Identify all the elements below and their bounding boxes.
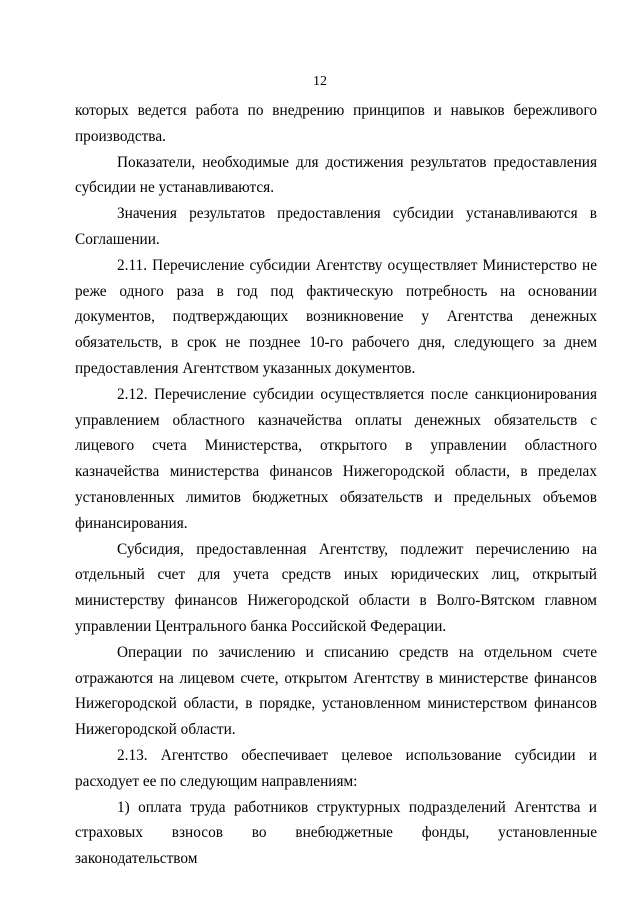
paragraph-account-operations: Операции по зачислению и списанию средств на отдельном счете отражаются на лицевом счете, открытом Агентству в министерстве финансов Нижегородской области, в порядке, установленном министерством финансов Нижегородской области.	[75, 643, 597, 739]
paragraph-subsidy-transfer: Субсидия, предоставленная Агентству, подлежит перечислению на отдельный счет для учета средств иных юридических лиц, открытый министерству финансов Нижегородской области в Волго-Вятском главном управлении Центрального банка Российской Федерации.	[75, 540, 597, 635]
paragraph-item-1: 1) оплата труда работников структурных подразделений Агентства и страховых взносов во внебюджетные фонды, установленные законодательством	[75, 798, 597, 868]
document-body	[75, 98, 597, 872]
paragraph-continuation: которых ведется работа по внедрению принципов и навыков бережливого производства.	[75, 102, 597, 145]
paragraph-indicators: Показатели, необходимые для достижения результатов предоставления субсидии не устанавливаются.	[75, 153, 597, 197]
paragraph-2-12: 2.12. Перечисление субсидии осуществляется после санкционирования управлением областного казначейства оплаты денежных обязательств с лицевого счета Министерства, открытого в управлении областного казначейства министерства финансов Нижегородской области, в пределах установленных лимитов бюджетных обязательств и предельных объемов финансирования.	[75, 385, 597, 532]
page-number: 12	[313, 74, 327, 89]
paragraph-2-13: 2.13. Агентство обеспечивает целевое использование субсидии и расходует ее по следующим направлениям:	[75, 746, 597, 790]
paragraph-2-11: 2.11. Перечисление субсидии Агентству осуществляет Министерство не реже одного раза в год под фактическую потребность на основании документов, подтверждающих возникновение у Агентства денежных обязательств, в срок не позднее 10-го рабочего дня, следующего за днем предоставления Агентством указанных документов.	[75, 256, 597, 377]
paragraph-result-values: Значения результатов предоставления субсидии устанавливаются в Соглашении.	[75, 205, 597, 248]
